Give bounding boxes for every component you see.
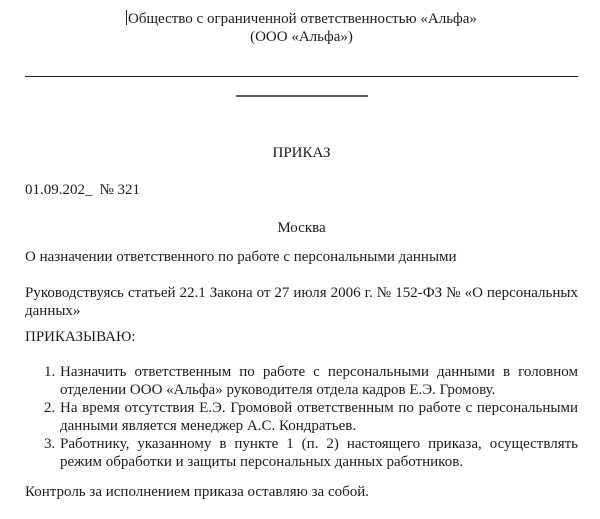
order-keyword: ПРИКАЗЫВАЮ: bbox=[25, 329, 136, 345]
item-text: Работнику, указанному в пункте 1 (п. 2) настоящего приказа, осуществлять режим обработки и защиты персональных данных работников. bbox=[60, 436, 578, 470]
list-item bbox=[25, 435, 578, 471]
item-number: 2. bbox=[44, 400, 56, 416]
document-date: 01.09.202_ bbox=[25, 182, 93, 198]
item-number: 3. bbox=[44, 436, 56, 452]
document-number: № 321 bbox=[99, 182, 141, 198]
list-item bbox=[25, 399, 578, 435]
item-number: 1. bbox=[44, 364, 56, 380]
org-header bbox=[25, 0, 578, 46]
item-text: На время отсутствия Е.Э. Громовой ответственным по работе с персональными данными является менеджер А.С. Кондратьев. bbox=[60, 400, 578, 434]
control-line: Контроль за исполнением приказа оставляю за собой. bbox=[25, 484, 370, 500]
org-short-name: (ООО «Альфа») bbox=[250, 29, 353, 45]
org-name-line bbox=[25, 10, 578, 28]
order-list bbox=[25, 363, 578, 471]
divider-line-short bbox=[236, 95, 368, 97]
preamble-paragraph: Руководствуясь статьей 22.1 Закона от 27 июля 2006 г. № 152-ФЗ № «О персональных данных» bbox=[25, 285, 578, 319]
subject-line: О назначении ответственного по работе с персональными данными bbox=[25, 249, 457, 265]
divider-line-long bbox=[25, 76, 578, 77]
list-item bbox=[25, 363, 578, 399]
document-title: ПРИКАЗ bbox=[272, 145, 331, 161]
text-cursor bbox=[126, 10, 127, 25]
item-text: Назначить ответственным по работе с персональными данными в головном отделении ООО «Альфа» руководителя отдела кадров Е.Э. Громову. bbox=[60, 364, 578, 398]
org-name: Общество с ограниченной ответственностью «Альфа» bbox=[128, 11, 477, 27]
date-row bbox=[25, 181, 578, 199]
city: Москва bbox=[277, 220, 326, 236]
